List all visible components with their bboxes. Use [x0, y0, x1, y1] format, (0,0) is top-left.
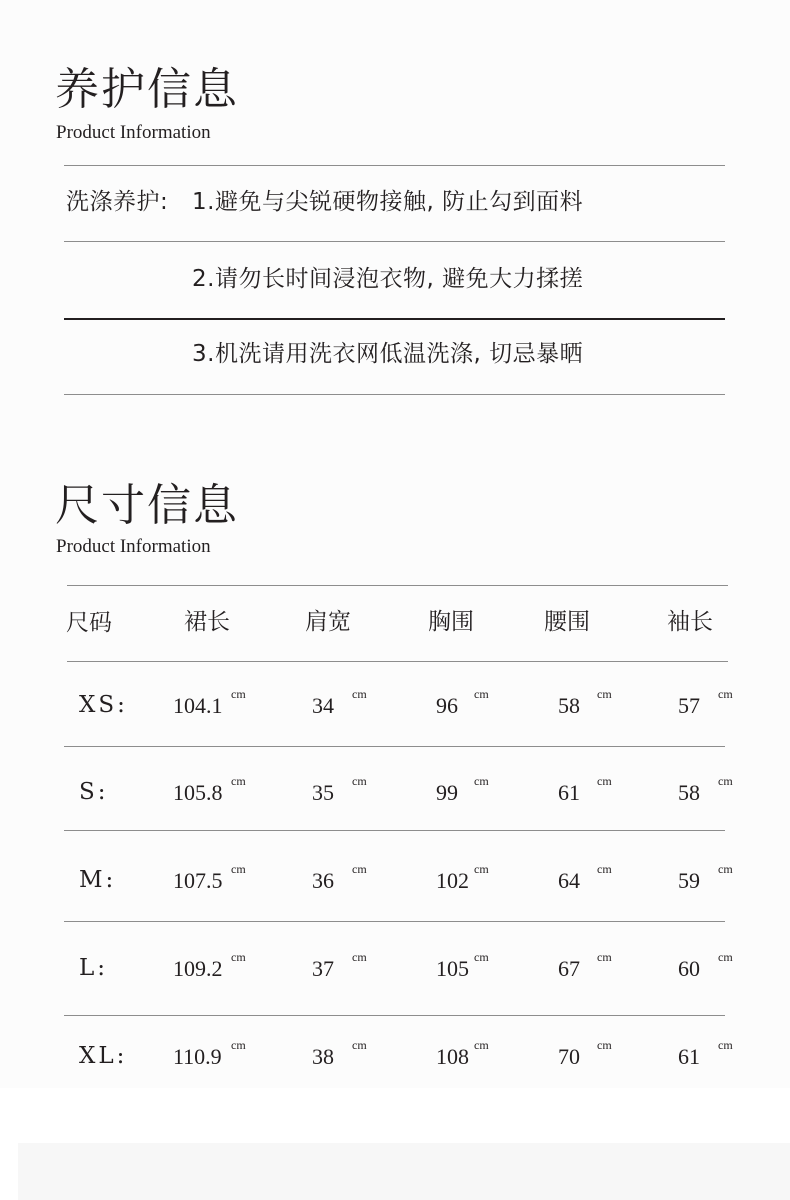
care-item-3: 3.机洗请用洗衣网低温洗涤, 切忌暴晒	[192, 341, 584, 367]
unit-label: cm	[597, 1038, 612, 1052]
size-subtitle: Product Information	[56, 536, 211, 557]
value-sleeve: 61	[678, 1044, 700, 1069]
unit-label: cm	[231, 774, 246, 788]
value-length: 109.2	[173, 956, 223, 981]
value-bust: 105	[436, 956, 469, 981]
care-divider-4	[64, 394, 725, 395]
unit-label: cm	[718, 862, 733, 876]
size-title: 尺寸信息	[55, 480, 239, 531]
value-shoulder: 37	[312, 956, 334, 981]
value-waist: 70	[558, 1044, 580, 1069]
size-label: XL:	[79, 1043, 128, 1069]
unit-label: cm	[718, 774, 733, 788]
value-shoulder: 36	[312, 868, 334, 893]
value-sleeve: 59	[678, 868, 700, 893]
unit-label: cm	[718, 687, 733, 701]
care-subtitle: Product Information	[56, 122, 211, 143]
care-item-2: 2.请勿长时间浸泡衣物, 避免大力揉搓	[192, 266, 584, 292]
care-item-1: 1.避免与尖锐硬物接触, 防止勾到面料	[192, 189, 584, 215]
unit-label: cm	[597, 687, 612, 701]
care-title: 养护信息	[55, 64, 239, 115]
row-divider	[64, 746, 725, 747]
unit-label: cm	[231, 1038, 246, 1052]
value-bust: 99	[436, 780, 458, 805]
unit-label: cm	[474, 774, 489, 788]
size-label: M:	[79, 867, 117, 893]
size-table-header-rule	[67, 661, 728, 662]
value-waist: 64	[558, 868, 580, 893]
value-sleeve: 57	[678, 693, 700, 718]
value-waist: 67	[558, 956, 580, 981]
value-shoulder: 35	[312, 780, 334, 805]
value-length: 104.1	[173, 693, 223, 718]
unit-label: cm	[597, 862, 612, 876]
row-divider	[64, 921, 725, 922]
unit-label: cm	[352, 862, 367, 876]
size-label: S:	[79, 779, 109, 805]
col-header-bust: 胸围	[428, 609, 474, 635]
value-length: 107.5	[173, 868, 223, 893]
care-divider-2	[64, 241, 725, 242]
bottom-panel	[18, 1143, 790, 1200]
unit-label: cm	[474, 862, 489, 876]
unit-label: cm	[474, 1038, 489, 1052]
row-divider	[64, 1015, 725, 1016]
col-header-sleeve: 袖长	[667, 609, 713, 635]
unit-label: cm	[597, 774, 612, 788]
value-waist: 61	[558, 780, 580, 805]
care-divider-1	[64, 165, 725, 166]
col-header-waist: 腰围	[544, 609, 590, 635]
row-divider	[64, 830, 725, 831]
value-waist: 58	[558, 693, 580, 718]
size-label: L:	[79, 955, 109, 981]
value-length: 105.8	[173, 780, 223, 805]
col-header-size: 尺码	[66, 610, 112, 636]
value-shoulder: 38	[312, 1044, 334, 1069]
size-label: XS:	[79, 692, 128, 718]
unit-label: cm	[352, 950, 367, 964]
value-sleeve: 60	[678, 956, 700, 981]
col-header-length: 裙长	[184, 609, 230, 635]
unit-label: cm	[597, 950, 612, 964]
unit-label: cm	[474, 950, 489, 964]
unit-label: cm	[231, 687, 246, 701]
unit-label: cm	[352, 1038, 367, 1052]
unit-label: cm	[352, 774, 367, 788]
unit-label: cm	[352, 687, 367, 701]
unit-label: cm	[718, 1038, 733, 1052]
care-label: 洗涤养护:	[66, 189, 169, 215]
unit-label: cm	[474, 687, 489, 701]
unit-label: cm	[231, 862, 246, 876]
size-table-top-rule	[67, 585, 728, 586]
value-bust: 96	[436, 693, 458, 718]
value-bust: 108	[436, 1044, 469, 1069]
value-shoulder: 34	[312, 693, 334, 718]
care-divider-3	[64, 318, 725, 320]
col-header-shoulder: 肩宽	[305, 609, 351, 635]
unit-label: cm	[718, 950, 733, 964]
value-length: 110.9	[173, 1044, 222, 1069]
unit-label: cm	[231, 950, 246, 964]
bottom-band	[0, 1088, 790, 1200]
value-bust: 102	[436, 868, 469, 893]
value-sleeve: 58	[678, 780, 700, 805]
